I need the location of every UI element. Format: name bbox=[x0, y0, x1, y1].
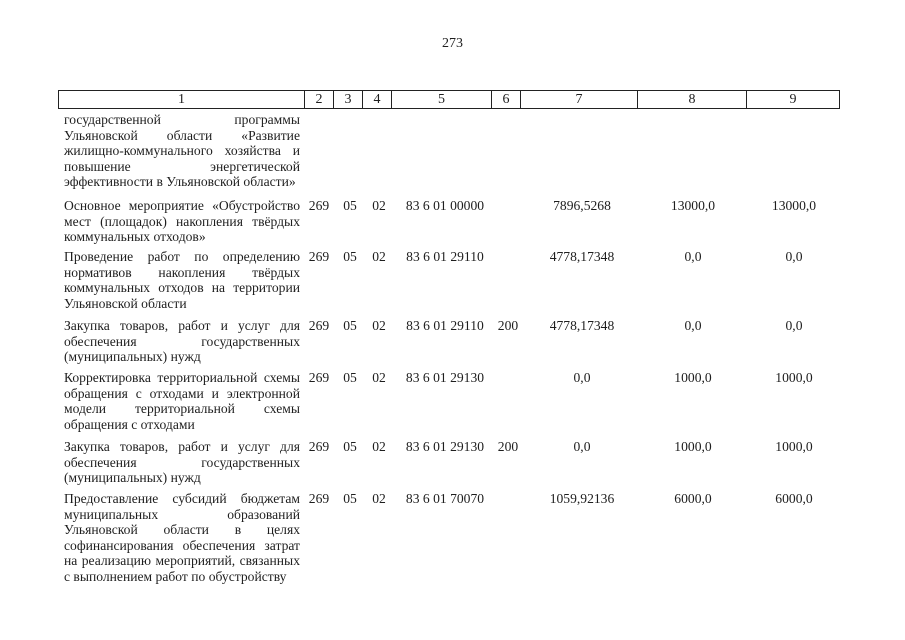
target-article-code: 83 6 01 70070 bbox=[405, 491, 485, 506]
column-header-row bbox=[59, 91, 840, 109]
row-description: Проведение работ по определению нормативов накопления твёрдых коммунальных отходов на территории Ульяновской области bbox=[64, 249, 300, 311]
amount-column-9: 1000,0 bbox=[775, 370, 813, 385]
row-description: государственной программы Ульяновской области «Развитие жилищно-коммунального хозяйства и повышение энергетической эффективности в Ульяновской области» bbox=[64, 112, 300, 189]
amount-column-9: 6000,0 bbox=[775, 491, 813, 506]
section-code: 05 bbox=[343, 318, 357, 333]
row-description: Корректировка территориальной схемы обращения с отходами и электронной модели территориальной схемы обращения с отходами bbox=[64, 370, 300, 432]
ved-code: 269 bbox=[308, 491, 330, 506]
section-code: 05 bbox=[343, 198, 357, 213]
amount-column-8: 0,0 bbox=[684, 318, 702, 333]
column-header-4: 4 bbox=[363, 91, 392, 109]
row-description: Основное мероприятие «Обустройство мест (площадок) накопления твёрдых коммунальных отходов» bbox=[64, 198, 300, 244]
column-header-7: 7 bbox=[521, 91, 638, 109]
row-description: Закупка товаров, работ и услуг для обеспечения государственных (муниципальных) нужд bbox=[64, 439, 300, 485]
subsection-code: 02 bbox=[372, 491, 386, 506]
column-header-8: 8 bbox=[638, 91, 747, 109]
target-article-code: 83 6 01 29110 bbox=[406, 249, 484, 264]
ved-code: 269 bbox=[308, 370, 330, 385]
column-header-6: 6 bbox=[492, 91, 521, 109]
row-description: Предоставление субсидий бюджетам муниципальных образований Ульяновской области в целях софинансирования обеспечения затрат на реализацию мероприятий, связанных с выполнением работ по обустройству bbox=[64, 491, 300, 584]
amount-column-7: 7896,5268 bbox=[553, 198, 611, 213]
section-code: 05 bbox=[343, 439, 357, 454]
expense-type-code: 200 bbox=[497, 318, 519, 333]
column-header-9: 9 bbox=[747, 91, 840, 109]
section-code: 05 bbox=[343, 249, 357, 264]
expense-type-code: 200 bbox=[497, 439, 519, 454]
target-article-code: 83 6 01 29110 bbox=[406, 318, 484, 333]
column-header-3: 3 bbox=[334, 91, 363, 109]
amount-column-7: 0,0 bbox=[573, 439, 591, 454]
column-header-2: 2 bbox=[305, 91, 334, 109]
amount-column-9: 13000,0 bbox=[771, 198, 817, 213]
ved-code: 269 bbox=[308, 249, 330, 264]
amount-column-7: 0,0 bbox=[573, 370, 591, 385]
amount-column-8: 13000,0 bbox=[670, 198, 716, 213]
amount-column-7: 1059,92136 bbox=[549, 491, 615, 506]
section-code: 05 bbox=[343, 370, 357, 385]
amount-column-9: 1000,0 bbox=[775, 439, 813, 454]
row-description: Закупка товаров, работ и услуг для обеспечения государственных (муниципальных) нужд bbox=[64, 318, 300, 364]
subsection-code: 02 bbox=[372, 439, 386, 454]
amount-column-9: 0,0 bbox=[785, 249, 803, 264]
subsection-code: 02 bbox=[372, 249, 386, 264]
amount-column-8: 6000,0 bbox=[674, 491, 712, 506]
amount-column-7: 4778,17348 bbox=[549, 249, 615, 264]
ved-code: 269 bbox=[308, 439, 330, 454]
column-header-1: 1 bbox=[59, 91, 305, 109]
amount-column-8: 1000,0 bbox=[674, 370, 712, 385]
section-code: 05 bbox=[343, 491, 357, 506]
column-header-5: 5 bbox=[392, 91, 492, 109]
amount-column-8: 1000,0 bbox=[674, 439, 712, 454]
amount-column-7: 4778,17348 bbox=[549, 318, 615, 333]
target-article-code: 83 6 01 00000 bbox=[405, 198, 485, 213]
subsection-code: 02 bbox=[372, 370, 386, 385]
target-article-code: 83 6 01 29130 bbox=[405, 370, 485, 385]
page-number: 273 bbox=[442, 36, 463, 51]
column-header-table bbox=[58, 90, 840, 109]
amount-column-9: 0,0 bbox=[785, 318, 803, 333]
ved-code: 269 bbox=[308, 318, 330, 333]
subsection-code: 02 bbox=[372, 198, 386, 213]
subsection-code: 02 bbox=[372, 318, 386, 333]
amount-column-8: 0,0 bbox=[684, 249, 702, 264]
ved-code: 269 bbox=[308, 198, 330, 213]
target-article-code: 83 6 01 29130 bbox=[405, 439, 485, 454]
